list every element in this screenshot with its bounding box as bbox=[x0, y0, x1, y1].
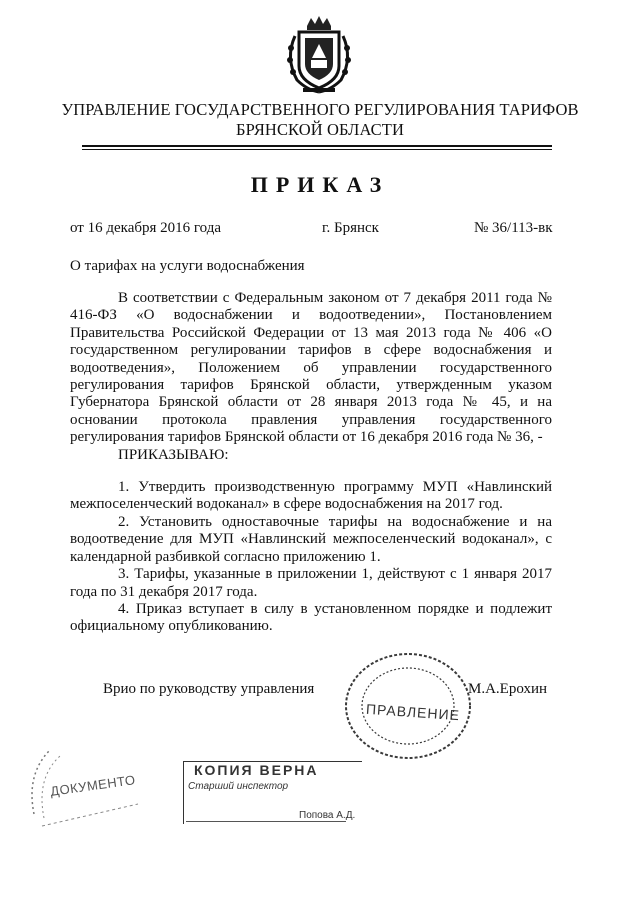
preamble-paragraph: В соответствии с Федеральным законом от 7 декабря 2011 года № 416-ФЗ «О водоснабжении и водоотведении», Постановлением Правительства Российской Федерации от 13 мая 2013 года № 406 «О государственном регулировании тарифов в сфере водоснабжения и водоотведения», Положением об управлении государственного регулирования тарифов Брянской области, утвержденным указом Губернатора Брянской области от 28 января 2013 года № 45, и на основании протокола правления управления государственного регулирования тарифов Брянской области от 16 декабря 2016 года № 36, - bbox=[70, 290, 552, 446]
header-rule-thin bbox=[82, 149, 552, 150]
document-date: от 16 декабря 2016 года bbox=[70, 220, 222, 236]
document-title: ПРИКАЗ bbox=[250, 172, 390, 197]
signatory-position: Врио по руководству управления bbox=[103, 681, 315, 697]
order-item-4: 4. Приказ вступает в силу в установленном порядке и подлежит официальному опубликованию. bbox=[70, 600, 552, 635]
coat-of-arms-icon bbox=[281, 14, 357, 96]
organization-name-line2: БРЯНСКОЙ ОБЛАСТИ bbox=[236, 120, 404, 139]
copy-signature-line bbox=[186, 821, 346, 822]
documents-stamp-text: ДОКУМЕНТО bbox=[49, 772, 137, 799]
copy-certified-name: Попова А.Д. bbox=[299, 810, 356, 821]
document-city: г. Брянск bbox=[322, 220, 379, 236]
order-word: ПРИКАЗЫВАЮ: bbox=[118, 446, 229, 463]
organization-name-line1: УПРАВЛЕНИЕ ГОСУДАРСТВЕННОГО РЕГУЛИРОВАНИЯ ТАРИФОВ bbox=[61, 100, 579, 119]
document-body bbox=[70, 290, 552, 636]
round-seal-text: ПРАВЛЕНИЕ bbox=[365, 700, 461, 724]
order-item-2: 2. Установить одноставочные тарифы на водоснабжение и на водоотведение для МУП «Навлинский межпоселенческий водоканал», с календарной разбивкой согласно приложению 1. bbox=[70, 513, 552, 565]
copy-certified-role: Старший инспектор bbox=[188, 781, 289, 792]
copy-certified-title: КОПИЯ ВЕРНА bbox=[194, 762, 319, 778]
order-item-3: 3. Тарифы, указанные в приложении 1, действуют с 1 января 2017 года по 31 декабря 2017 года. bbox=[70, 566, 552, 600]
header-rule-thick bbox=[82, 145, 552, 147]
document-number: № 36/113-вк bbox=[474, 220, 553, 236]
signatory-name: М.А.Ерохин bbox=[468, 681, 548, 697]
order-item-1: 1. Утвердить производственную программу МУП «Навлинский межпоселенческий водоканал» в сфере водоснабжения на 2017 год. bbox=[70, 479, 552, 513]
document-subject: О тарифах на услуги водоснабжения bbox=[70, 258, 305, 274]
